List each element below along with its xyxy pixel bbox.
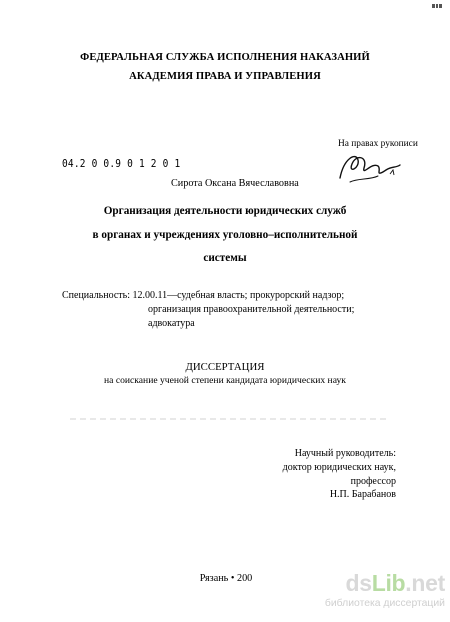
- specialty-line: организация правоохранительной деятельности;: [148, 304, 355, 315]
- city-year: Рязань • 200: [199, 573, 253, 584]
- supervisor-title: профессор: [350, 476, 396, 487]
- supervisor-role: Научный руководитель:: [294, 448, 396, 459]
- dslib-logo: dsLib.net: [345, 570, 445, 596]
- signature-icon: [334, 148, 404, 188]
- supervisor-degree: доктор юридических наук,: [282, 462, 396, 473]
- organization-name: ФЕДЕРАЛЬНАЯ СЛУЖБА ИСПОЛНЕНИЯ НАКАЗАНИЙ: [80, 52, 370, 63]
- registration-stamp: 04.2 0 0.9 0 1 2 0 1: [62, 158, 181, 171]
- supervisor-name: Н.П. Барабанов: [329, 489, 396, 500]
- author-name: Сирота Оксана Вячеславовна: [171, 178, 299, 189]
- specialty-line: адвокатура: [148, 318, 195, 329]
- watermark-tagline: библиотека диссертаций: [324, 598, 445, 609]
- faint-scan-line: [70, 418, 388, 420]
- corner-mark-icon: [432, 3, 442, 9]
- dissertation-title-line: в органах и учреждениях уголовно–исполнительной: [92, 229, 358, 241]
- specialty-line: Специальность: 12.00.11—судебная власть; прокурорский надзор;: [62, 290, 345, 301]
- dissertation-title-line: системы: [203, 252, 247, 264]
- dissertation-heading: ДИССЕРТАЦИЯ: [185, 361, 265, 373]
- degree-purpose: на соискание ученой степени кандидата юридических наук: [104, 375, 346, 386]
- academy-name: АКАДЕМИЯ ПРАВА И УПРАВЛЕНИЯ: [129, 71, 321, 82]
- dslib-watermark: [321, 571, 445, 617]
- rights-note: На правах рукописи: [338, 139, 418, 149]
- dissertation-title-line: Организация деятельности юридических служб: [103, 205, 347, 217]
